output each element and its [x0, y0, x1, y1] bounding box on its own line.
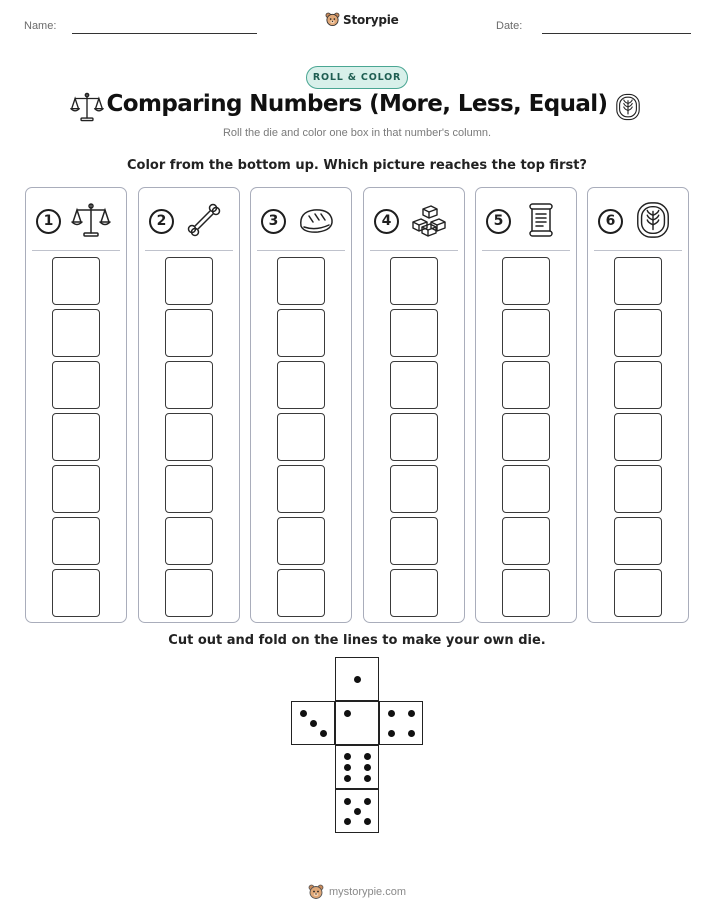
bone-icon: [182, 200, 226, 240]
column-2: [138, 187, 240, 623]
page-title: Comparing Numbers (More, Less, Equal): [106, 91, 608, 117]
column-number: 6: [598, 209, 623, 234]
die-pip: [364, 764, 371, 771]
brand-name: Storypie: [343, 12, 399, 27]
color-box[interactable]: [614, 465, 662, 513]
color-box[interactable]: [390, 465, 438, 513]
die-pip: [354, 808, 361, 815]
color-box[interactable]: [390, 569, 438, 617]
die-pip: [408, 710, 415, 717]
footer: [308, 884, 406, 900]
color-box[interactable]: [277, 413, 325, 461]
column-number: 4: [374, 209, 399, 234]
color-box[interactable]: [502, 465, 550, 513]
coloring-instruction: Color from the bottom up. Which picture reaches the top first?: [127, 158, 587, 173]
color-box[interactable]: [277, 257, 325, 305]
color-box[interactable]: [52, 465, 100, 513]
column-5: [475, 187, 577, 623]
die-face-six: [335, 745, 379, 789]
color-box[interactable]: [390, 413, 438, 461]
bread-loaf-icon: [294, 200, 338, 240]
color-box[interactable]: [52, 569, 100, 617]
column-divider: [257, 250, 345, 251]
date-field[interactable]: [542, 33, 691, 34]
brand-logo: [325, 12, 399, 27]
die-pip: [344, 798, 351, 805]
color-box[interactable]: [277, 517, 325, 565]
die-pip: [354, 676, 361, 683]
die-pip: [364, 753, 371, 760]
die-face-one: [335, 701, 379, 745]
footer-url[interactable]: mystorypie.com: [329, 886, 407, 898]
color-box[interactable]: [390, 257, 438, 305]
color-box[interactable]: [502, 309, 550, 357]
column-4: [363, 187, 465, 623]
bear-mascot-icon: [308, 884, 324, 900]
die-face-one: [335, 657, 379, 701]
cut-instruction: Cut out and fold on the lines to make your own die.: [168, 633, 546, 648]
die-pip: [344, 818, 351, 825]
column-divider: [370, 250, 458, 251]
worksheet-header: [0, 0, 714, 50]
color-box[interactable]: [52, 361, 100, 409]
die-pip: [408, 730, 415, 737]
column-divider: [594, 250, 682, 251]
color-box[interactable]: [165, 257, 213, 305]
color-box[interactable]: [52, 309, 100, 357]
column-6: [587, 187, 689, 623]
column-number: 2: [149, 209, 174, 234]
bear-mascot-icon: [325, 12, 340, 27]
color-box[interactable]: [502, 361, 550, 409]
column-number: 1: [36, 209, 61, 234]
column-divider: [145, 250, 233, 251]
color-box[interactable]: [502, 569, 550, 617]
color-box[interactable]: [614, 361, 662, 409]
column-divider: [32, 250, 120, 251]
die-pip: [364, 775, 371, 782]
name-label: Name:: [24, 20, 57, 32]
color-box[interactable]: [165, 465, 213, 513]
die-pip: [344, 775, 351, 782]
color-box[interactable]: [165, 569, 213, 617]
column-3: [250, 187, 352, 623]
color-box[interactable]: [165, 309, 213, 357]
die-face-five: [335, 789, 379, 833]
die-pip: [344, 764, 351, 771]
column-number: 5: [486, 209, 511, 234]
column-divider: [482, 250, 570, 251]
color-box[interactable]: [614, 309, 662, 357]
color-box[interactable]: [390, 361, 438, 409]
die-pip: [388, 710, 395, 717]
die-face-three: [291, 701, 335, 745]
wheat-coin-icon: [614, 92, 642, 126]
column-number: 3: [261, 209, 286, 234]
color-box[interactable]: [390, 309, 438, 357]
color-box[interactable]: [277, 361, 325, 409]
die-pip: [310, 720, 317, 727]
die-pip: [388, 730, 395, 737]
color-box[interactable]: [614, 569, 662, 617]
color-box[interactable]: [277, 465, 325, 513]
color-box[interactable]: [502, 413, 550, 461]
wheat-coin-icon: [631, 200, 675, 240]
color-box[interactable]: [52, 517, 100, 565]
color-box[interactable]: [390, 517, 438, 565]
die-face-four: [379, 701, 423, 745]
color-box[interactable]: [614, 257, 662, 305]
scroll-icon: [519, 200, 563, 240]
color-box[interactable]: [277, 569, 325, 617]
balance-scale-icon: [69, 200, 113, 240]
color-box[interactable]: [165, 413, 213, 461]
page-subtitle: Roll the die and color one box in that number's column.: [222, 127, 492, 139]
color-box[interactable]: [277, 309, 325, 357]
stone-blocks-icon: [407, 200, 451, 240]
color-box[interactable]: [52, 413, 100, 461]
die-pip: [300, 710, 307, 717]
die-pip: [364, 818, 371, 825]
color-box[interactable]: [614, 413, 662, 461]
die-pip: [320, 730, 327, 737]
die-pip: [344, 753, 351, 760]
color-box[interactable]: [502, 517, 550, 565]
color-box[interactable]: [52, 257, 100, 305]
color-box[interactable]: [502, 257, 550, 305]
color-box[interactable]: [165, 361, 213, 409]
die-pip: [364, 798, 371, 805]
color-box[interactable]: [165, 517, 213, 565]
date-label: Date:: [496, 20, 523, 32]
activity-badge: ROLL & COLOR: [306, 66, 408, 89]
name-field[interactable]: [72, 33, 257, 34]
die-pip: [344, 710, 351, 717]
color-box[interactable]: [614, 517, 662, 565]
column-1: [25, 187, 127, 623]
